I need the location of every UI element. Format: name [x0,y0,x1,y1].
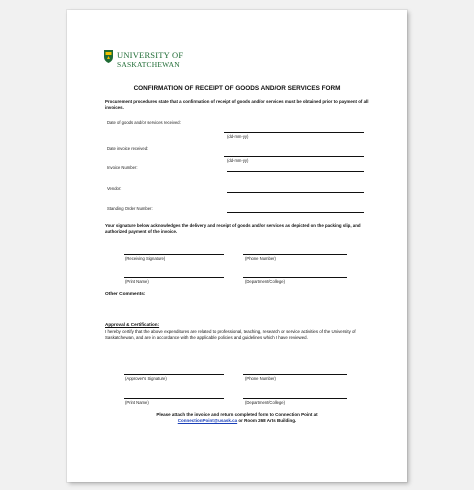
receiving-department-label: (Department/College) [245,279,286,284]
approver-department-label: (Department/College) [245,400,286,405]
approver-print-name-field[interactable] [124,398,224,399]
crest-icon [104,50,113,63]
signature-note: Your signature below acknowledges the delivery and receipt of goods and/or services as depicted on the packing slip, and authorized payment of the invoice. [105,223,361,235]
approval-text: I hereby certify that the above expenditures are related to professional, teaching, research or service activities of the University of Saskatchewan, and are in accordance with the applicable policies and guidelines which I have reviewed. [105,329,356,341]
form-page [67,10,407,482]
approver-signature-label: (Approver's Signature) [125,376,167,381]
approver-phone-field[interactable] [243,374,347,375]
date-received-format: (dd-mm-yy) [227,134,249,139]
receiving-print-name-label: (Print Name) [125,279,149,284]
approver-signature-field[interactable] [124,374,224,375]
date-invoice-format: (dd-mm-yy) [227,158,249,163]
date-received-label: Date of goods and/or services received: [107,120,181,125]
approver-department-field[interactable] [243,398,347,399]
footer-instructions [67,412,407,425]
connection-point-email-link[interactable]: ConnectionPoint@usask.ca [177,418,238,424]
vendor-label: Vendor: [107,186,122,191]
date-received-field[interactable] [224,132,364,133]
intro-paragraph: Procurement procedures state that a confirmation of receipt of goods and/or services must be obtained prior to payment of all invoices. [105,99,369,111]
invoice-number-label: Invoice Number: [107,165,138,170]
approver-print-name-label: (Print Name) [125,400,149,405]
vendor-field[interactable] [227,192,364,193]
form-title: CONFIRMATION OF RECEIPT OF GOODS AND/OR SERVICES FORM [133,85,341,92]
receiving-signature-field[interactable] [124,254,224,255]
standing-order-field[interactable] [227,212,364,213]
receiving-department-field[interactable] [243,277,347,278]
date-invoice-label: Date invoice received: [107,146,149,151]
other-comments-label: Other Comments: [105,292,146,297]
approver-phone-label: (Phone Number) [245,376,276,381]
receiving-print-name-field[interactable] [124,277,224,278]
receiving-phone-field[interactable] [243,254,347,255]
date-invoice-field[interactable] [224,156,364,157]
university-name-line1: UNIVERSITY OF [117,50,184,60]
approval-heading: Approval & Certification: [105,322,160,327]
receiving-signature-label: (Receiving Signature) [125,256,166,261]
university-name-line2: SASKATCHEWAN [117,60,180,69]
footer-line1: Please attach the invoice and return completed form to Connection Point at [156,412,318,417]
standing-order-label: Standing Order Number: [107,206,153,211]
receiving-phone-label: (Phone Number) [245,256,276,261]
footer-line2: or Room 268 Arts Building. [238,418,297,424]
invoice-number-field[interactable] [227,171,364,172]
